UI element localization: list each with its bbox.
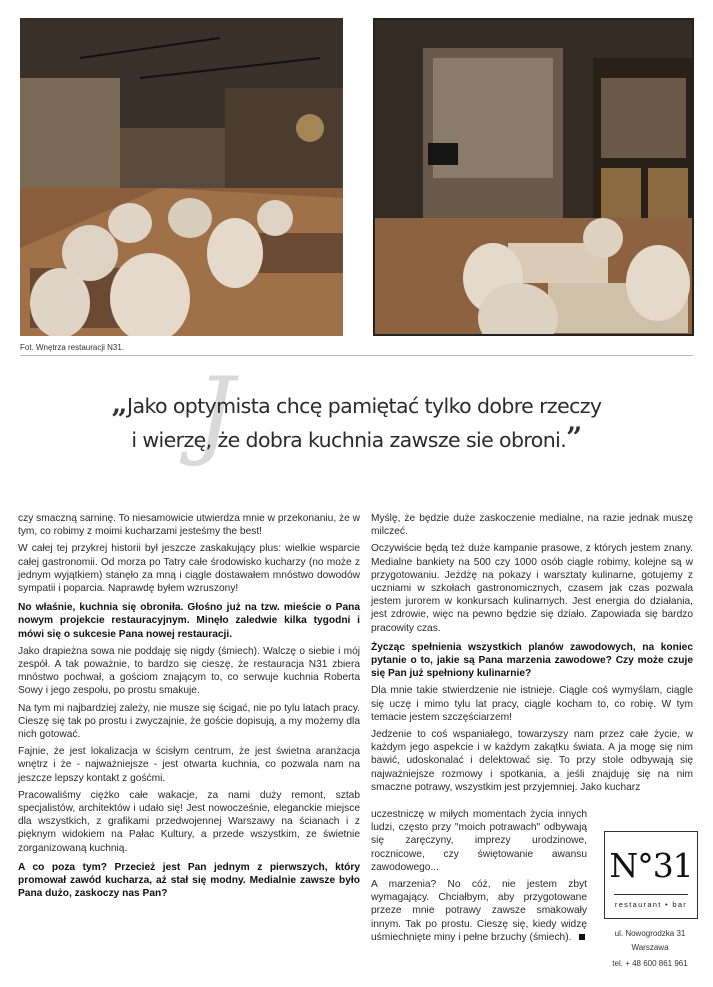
decorative-initial: J (196, 357, 235, 469)
paragraph: Fajnie, że jest lokalizacja w ścisłym centrum, że jest świetna aranżacja wnętrz i że - najważniejsze - jest otwarta kuchnia, co pozwala nam na jeszcze lepszy kontakt z gośćmi. (18, 746, 360, 784)
address-phone: tel. + 48 600 861 961 (612, 959, 688, 968)
paragraph: Jako drapieżna sowa nie poddaję się nigdy (śmiech). Walczę o siebie i mój zespół. A tak poważnie, to bardzo się cieszę, że restauracja N31 zbiera mnóstwo pochwał, a gościom znającym to, co serwuje kuchnia Roberta Sowy i jego zespołu, po prostu smakuje. (18, 645, 360, 697)
paragraph: uczestniczę w miłych momentach życia innych ludzi, często przy "moich potrawach" odbywają się zaręczyny, imprezy urodzinowe, rocznicowe, czy świętowanie awansu zawodowego... (371, 809, 587, 873)
paragraph: Dla mnie takie stwierdzenie nie istnieje. Ciągle coś wymyślam, ciągle się uczę i mimo tylu lat pracy, ciągle kocham to, co robię. W tym temacie jestem szczęściarzem! (371, 685, 693, 723)
quote-open-mark: „ (111, 387, 128, 420)
logo-tagline: restaurant • bar (614, 900, 688, 909)
address-city: Warszawa (631, 943, 669, 952)
article-column-left (18, 512, 360, 904)
end-of-article-mark (579, 934, 585, 940)
interview-question: A co poza tym? Przecież jest Pan jednym z pierwszych, który promował zawód kucharza, aż stał się modny. Medialnie zawsze było Pana dużo, zaskoczy nas Pan? (18, 861, 360, 900)
interview-question: Życząc spełnienia wszystkich planów zawodowych, na koniec pytanie o to, jakie są Pana marzenia zawodowe? Czy może czuje się Pan już spełniony kulinarnie? (371, 641, 693, 680)
interview-question: No właśnie, kuchnia się obroniła. Głośno już na tzw. mieście o Pana nowym projekcie restauracyjnym. Minęło zaledwie kilka tygodni i mówi się o sukcesie Pana nowej restauracji. (18, 602, 360, 640)
paragraph: A marzenia? No cóż, nie jestem zbyt wymagający. Chciałbym, aby przygotowane przeze mnie potrawy zawsze smakowały innym. Tak po prostu. Cieszę się, kiedy widzę uśmiechnięte miny i pełne brzuchy (śmiech). (371, 879, 587, 943)
paragraph: Pracowaliśmy ciężko całe wakacje, za nami duży remont, sztab specjalistów, architektów i udało się! Jest nowocześnie, eleganckie miejsce dla wszystkich, z grafikami przedwojennej Warszawy na ścianach i z pięknym widokiem na Pałac Kultury, a przede wszystkim, ze świetnie zorganizowaną kuchnią. (18, 789, 360, 854)
paragraph: czy smaczną sarninę. To niesamowicie utwierdza mnie w przekonaniu, że w tym, co robimy z moimi kucharzami jesteśmy the best! (18, 513, 360, 538)
paragraph: Jedzenie to coś wspaniałego, towarzyszy nam przez całe życie, w każdym jego aspekcie i w każdym zakątku świata. A ja mogę się nim bawić, udoskonalać i delektować się. To przy stole odbywają się najważniejsze rozmowy i spotkania, a jeśli znajduję się na nim smaczne potrawy, wszystkim jest przyjemniej. Jako kucharz (371, 729, 693, 793)
pull-quote (30, 388, 683, 456)
restaurant-interior-photo-right (373, 18, 694, 336)
paragraph: W całej tej przykrej historii był jeszcze zaskakujący plus: wielkie wsparcie całej gastronomii. Od morza po Tatry całe środowisko kucharzy (no może z jednym wyjątkiem) stanęło za mną i ciągle dostawałem mnóstwo dowodów sympatii i poparcia. Naprawdę byłem wzruszony! (18, 543, 360, 595)
address-street: ul. Nowogrodzka 31 (614, 929, 686, 938)
restaurant-logo (604, 831, 698, 919)
article-column-right (371, 512, 693, 798)
divider (20, 355, 693, 356)
paragraph: Na tym mi najbardziej zależy, nie musze się ścigać, nie po tylu latach pracy. Cieszę się tak po prostu i zwyczajnie, że goście dopisują, a my możemy dla nich gotować. (18, 702, 360, 741)
quote-close-mark: ” (566, 421, 582, 454)
paragraph: Oczywiście będą też duże kampanie prasowe, z których jestem znany. Medialne bankiety na 500 czy 1000 osób ciągle robimy, kolejne są w przygotowaniu. Jeżdżę na pokazy i warsztaty kulinarne, gotujemy z uczniami w szkołach gastronomicznych, czasem jak czas pozwala jestem jurorem w konkursach kulinarnych. Jest energia do działania, jest zdrowie, więc na pewno będzie się działo. Zapowiada się bardzo pracowity czas. (371, 543, 693, 634)
pull-quote-line-1: Jako optymista chcę pamiętać tylko dobre rzeczy (127, 394, 602, 418)
logo-mark: N°31 (609, 846, 693, 885)
pull-quote-line-2: i wierzę, że dobra kuchnia zawsze sie obroni. (131, 428, 567, 452)
paragraph: Myślę, że będzie duże zaskoczenie medialne, na razie jednak muszę milczeć. (371, 513, 693, 538)
article-column-right-narrow (371, 808, 587, 948)
restaurant-interior-photo-left (20, 18, 343, 336)
photo-caption: Fot. Wnętrza restauracji N31. (20, 343, 125, 352)
logo-divider (614, 894, 688, 895)
